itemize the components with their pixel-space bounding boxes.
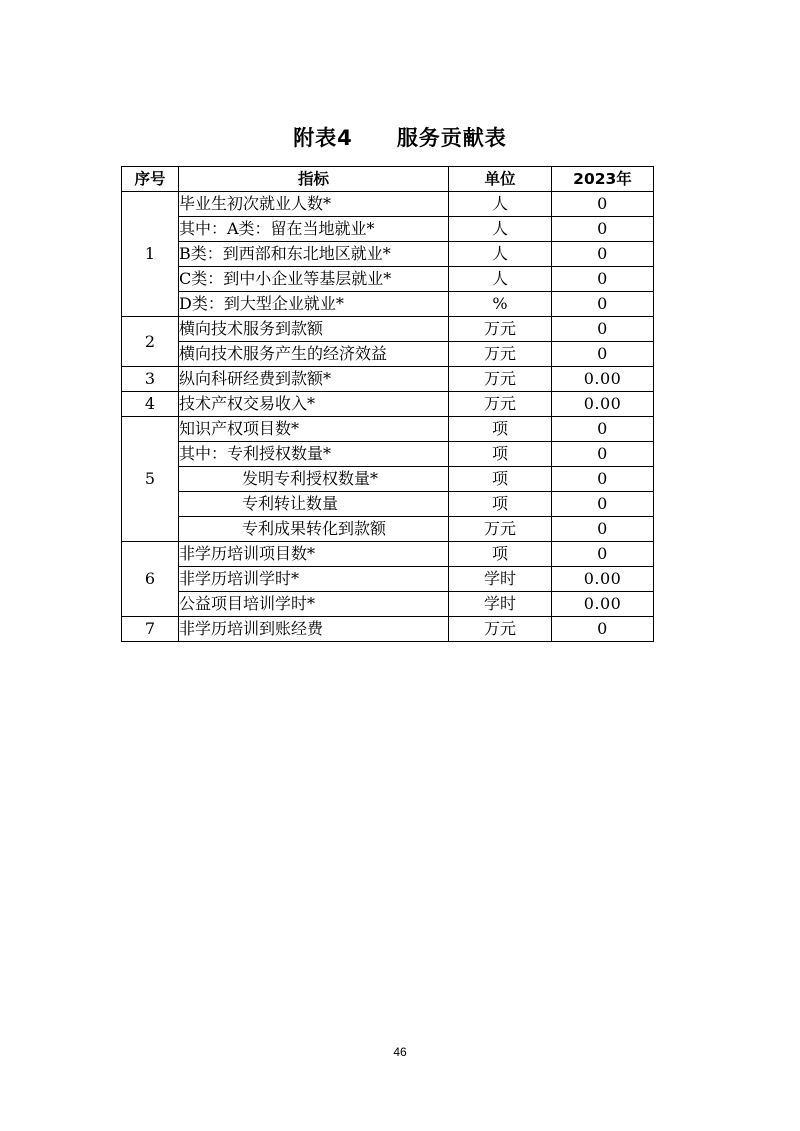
value-cell: 0.00 <box>552 567 654 592</box>
header-seq: 序号 <box>122 167 179 192</box>
value-cell: 0 <box>552 617 654 642</box>
indicator-cell: 横向技术服务到款额 <box>179 317 449 342</box>
table-row <box>122 292 654 317</box>
unit-cell: % <box>449 292 552 317</box>
table-row <box>122 517 654 542</box>
page-number: 46 <box>393 1045 407 1059</box>
unit-cell: 万元 <box>449 317 552 342</box>
unit-cell: 人 <box>449 267 552 292</box>
value-cell: 0.00 <box>552 592 654 617</box>
unit-cell: 项 <box>449 542 552 567</box>
indicator-cell: 知识产权项目数* <box>179 417 449 442</box>
value-cell: 0.00 <box>552 392 654 417</box>
unit-cell: 项 <box>449 417 552 442</box>
unit-cell: 学时 <box>449 592 552 617</box>
table-row <box>122 567 654 592</box>
indicator-cell: 其中：专利授权数量* <box>179 442 449 467</box>
table-row <box>122 342 654 367</box>
indicator-cell: 纵向科研经费到款额* <box>179 367 449 392</box>
seq-cell: 7 <box>122 617 179 642</box>
value-cell: 0 <box>552 467 654 492</box>
title-prefix: 附表4 <box>293 126 353 150</box>
table-row <box>122 467 654 492</box>
header-indicator: 指标 <box>179 167 449 192</box>
seq-cell: 3 <box>122 367 179 392</box>
table-row <box>122 242 654 267</box>
indicator-cell: 发明专利授权数量* <box>179 467 449 492</box>
header-year: 2023年 <box>552 167 654 192</box>
value-cell: 0 <box>552 267 654 292</box>
indicator-cell: 专利成果转化到款额 <box>179 517 449 542</box>
indicator-cell: B类：到西部和东北地区就业* <box>179 242 449 267</box>
value-cell: 0 <box>552 192 654 217</box>
indicator-cell: 非学历培训学时* <box>179 567 449 592</box>
indicator-cell: 其中：A类：留在当地就业* <box>179 217 449 242</box>
value-cell: 0 <box>552 292 654 317</box>
unit-cell: 人 <box>449 217 552 242</box>
indicator-cell: D类：到大型企业就业* <box>179 292 449 317</box>
value-cell: 0 <box>552 542 654 567</box>
table-row <box>122 267 654 292</box>
value-cell: 0 <box>552 517 654 542</box>
seq-cell: 5 <box>122 417 179 542</box>
title-name: 服务贡献表 <box>396 126 507 150</box>
table-header-row <box>122 167 654 192</box>
value-cell: 0.00 <box>552 367 654 392</box>
seq-cell: 6 <box>122 542 179 617</box>
indicator-cell: 专利转让数量 <box>179 492 449 517</box>
table-row <box>122 317 654 342</box>
table-row <box>122 392 654 417</box>
value-cell: 0 <box>552 217 654 242</box>
seq-cell: 2 <box>122 317 179 367</box>
indicator-cell: 公益项目培训学时* <box>179 592 449 617</box>
unit-cell: 人 <box>449 242 552 267</box>
unit-cell: 万元 <box>449 392 552 417</box>
indicator-cell: 非学历培训到账经费 <box>179 617 449 642</box>
indicator-cell: 横向技术服务产生的经济效益 <box>179 342 449 367</box>
unit-cell: 项 <box>449 442 552 467</box>
table-row <box>122 542 654 567</box>
unit-cell: 万元 <box>449 617 552 642</box>
value-cell: 0 <box>552 442 654 467</box>
indicator-cell: 毕业生初次就业人数* <box>179 192 449 217</box>
unit-cell: 人 <box>449 192 552 217</box>
table-row <box>122 442 654 467</box>
table-row <box>122 417 654 442</box>
unit-cell: 学时 <box>449 567 552 592</box>
seq-cell: 1 <box>122 192 179 317</box>
seq-cell: 4 <box>122 392 179 417</box>
value-cell: 0 <box>552 317 654 342</box>
table-row <box>122 592 654 617</box>
value-cell: 0 <box>552 492 654 517</box>
table-row <box>122 367 654 392</box>
table-row <box>122 617 654 642</box>
table-row <box>122 192 654 217</box>
value-cell: 0 <box>552 242 654 267</box>
value-cell: 0 <box>552 342 654 367</box>
page-title <box>0 122 800 152</box>
service-contribution-table <box>121 166 654 642</box>
indicator-cell: C类：到中小企业等基层就业* <box>179 267 449 292</box>
indicator-cell: 非学历培训项目数* <box>179 542 449 567</box>
unit-cell: 万元 <box>449 517 552 542</box>
table-row <box>122 492 654 517</box>
table-row <box>122 217 654 242</box>
unit-cell: 项 <box>449 492 552 517</box>
unit-cell: 万元 <box>449 342 552 367</box>
header-unit: 单位 <box>449 167 552 192</box>
unit-cell: 项 <box>449 467 552 492</box>
indicator-cell: 技术产权交易收入* <box>179 392 449 417</box>
unit-cell: 万元 <box>449 367 552 392</box>
value-cell: 0 <box>552 417 654 442</box>
